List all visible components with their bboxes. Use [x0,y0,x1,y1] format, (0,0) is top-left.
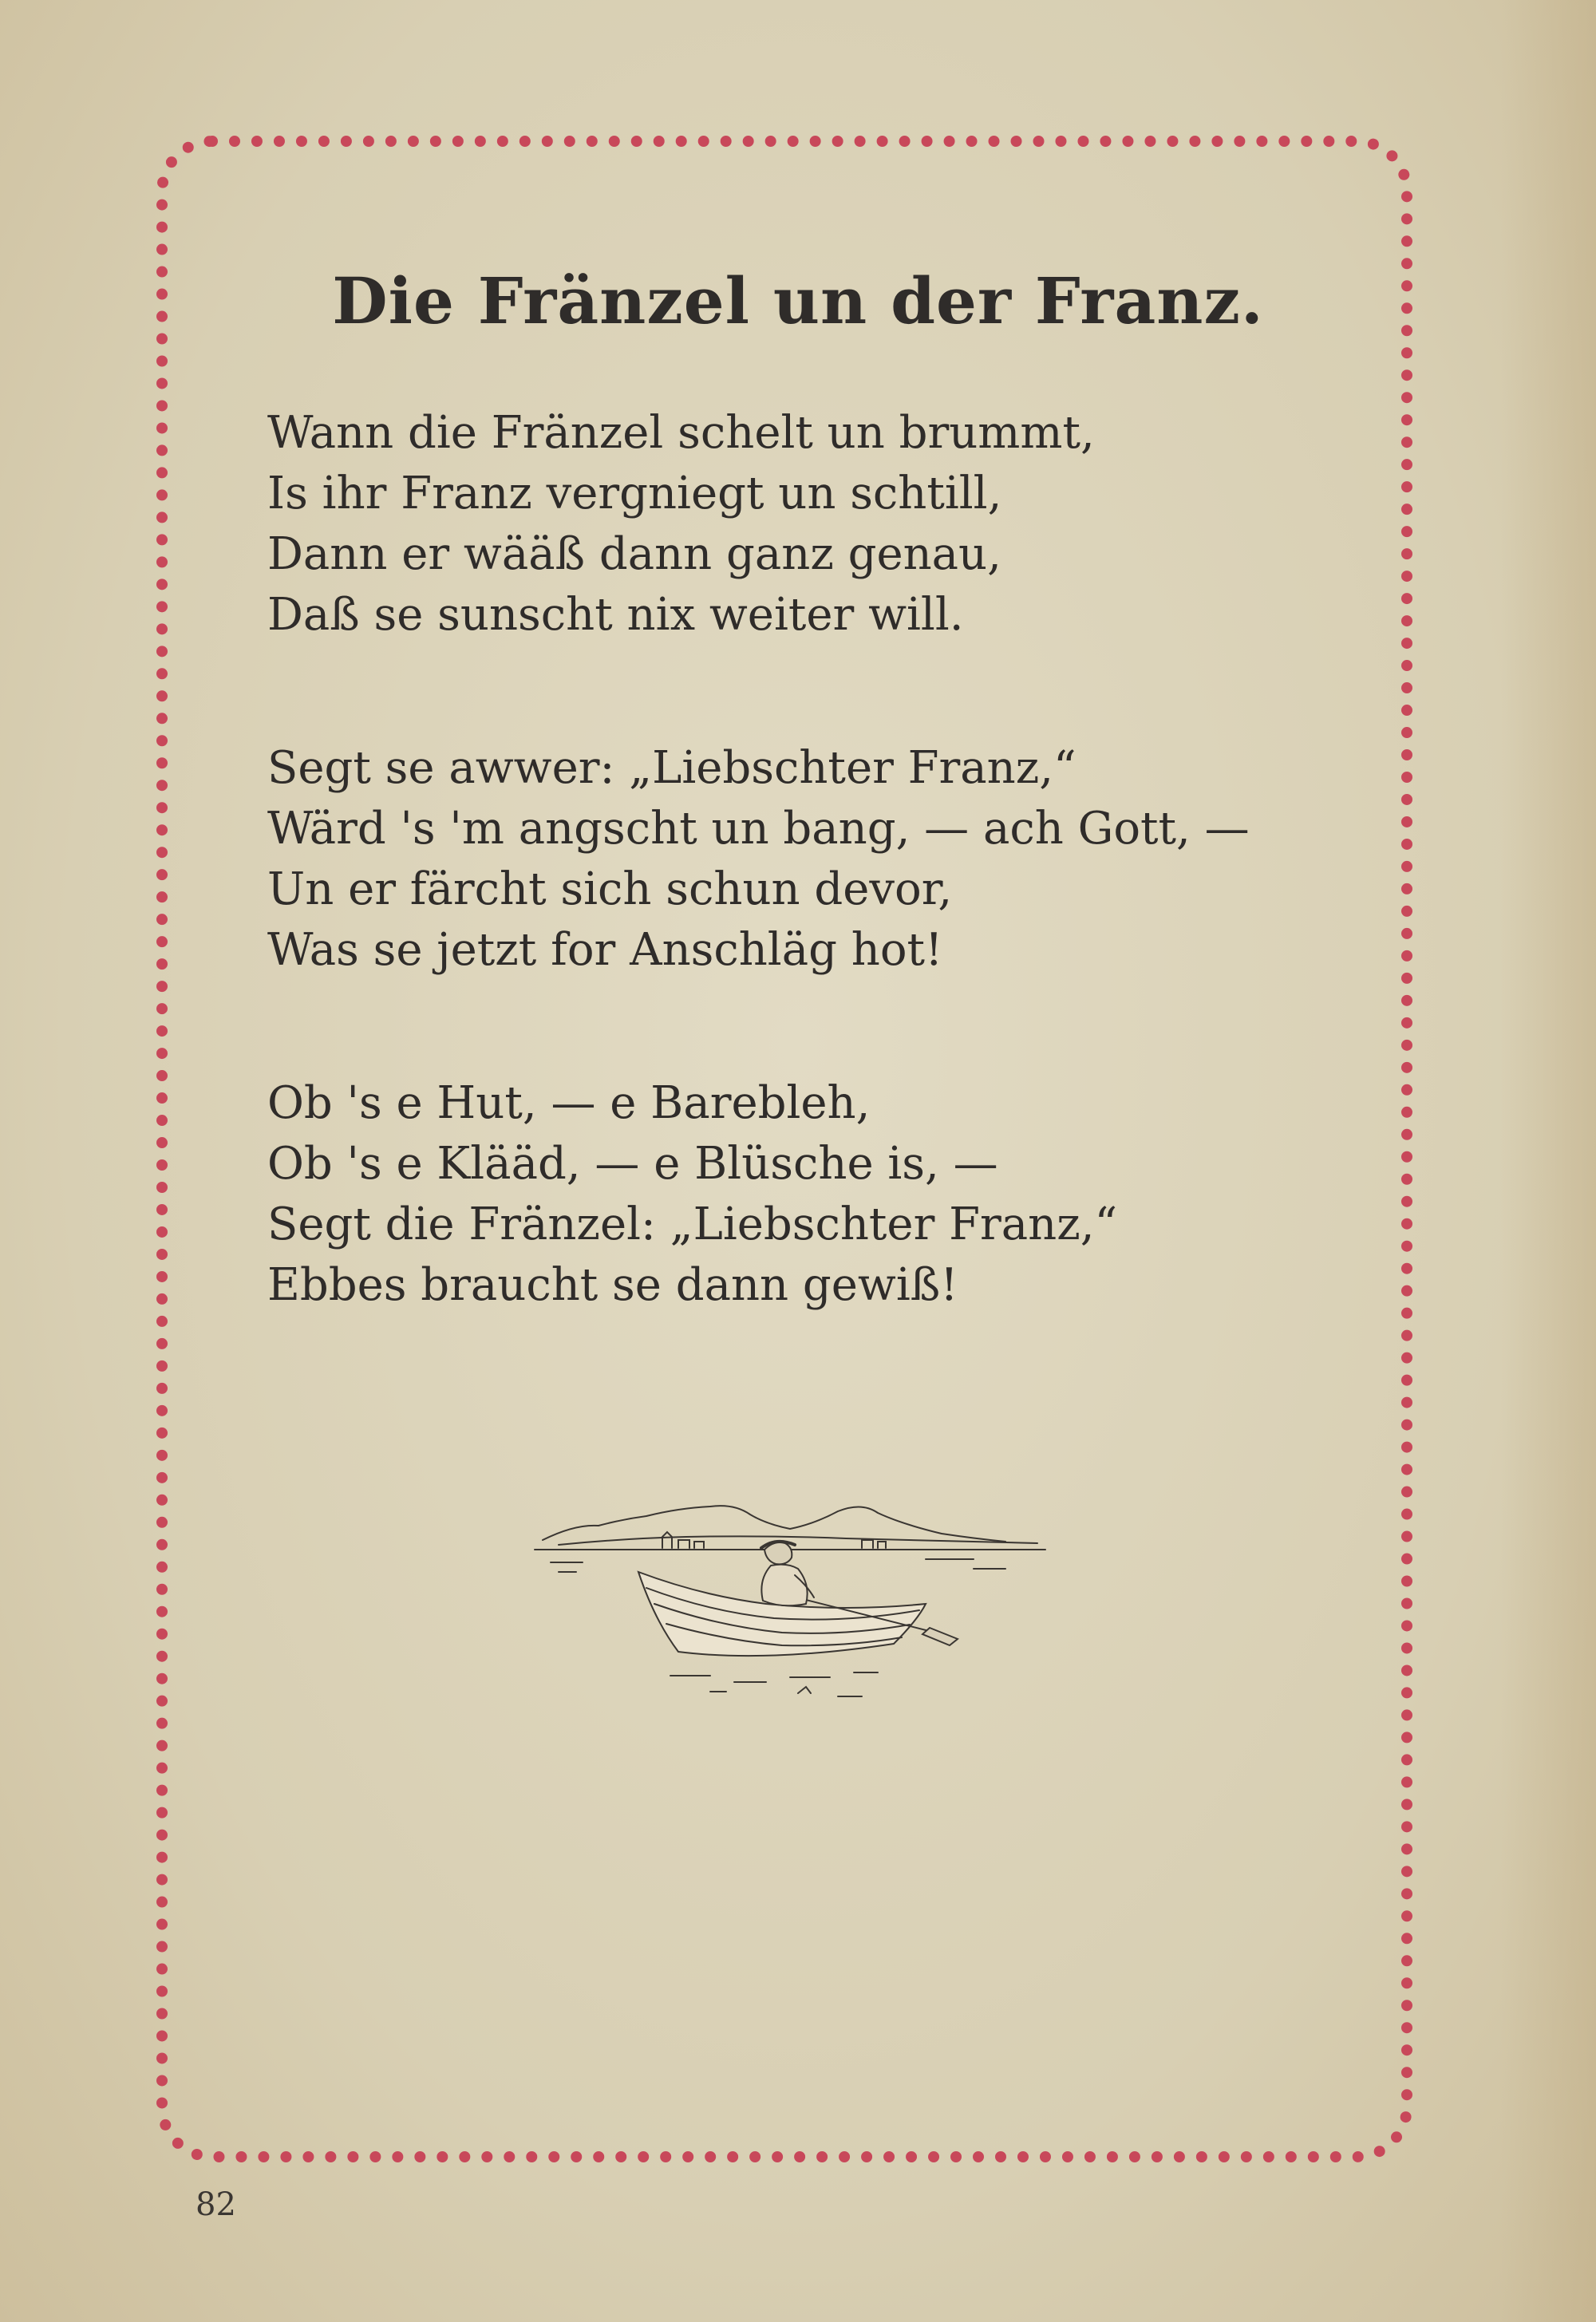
stanza-3 [267,1073,1385,1316]
poem-line: Wann die Fränzel schelt un brummt, [267,407,1095,459]
poem-title: Die Fränzel un der Franz. [332,263,1264,338]
poem-line: Dann er wääß dann ganz genau, [267,528,1001,580]
poem-line: Un er färcht sich schun devor, [267,863,953,915]
rowboat-lake-illustration [527,1492,1053,1740]
poem-line: Ob 's e Klääd, — e Blüsche is, — [267,1138,998,1190]
poem-line: Segt die Fränzel: „Liebschter Franz,“ [267,1199,1118,1250]
stanza-1 [267,403,1385,646]
poem-line: Daß se sunscht nix weiter will. [267,589,964,641]
page-edge-shadow [1500,0,1596,2322]
poem-body [267,403,1385,1408]
poem-line: Was se jetzt for Anschläg hot! [267,924,943,976]
stanza-2 [267,738,1385,981]
page-number: 82 [196,2186,236,2223]
poem-line: Segt se awwer: „Liebschter Franz,“ [267,742,1077,794]
poem-line: Is ihr Franz vergniegt un schtill, [267,468,1002,519]
poem-line: Wärd 's 'm angscht un bang, — ach Gott, — [267,803,1250,855]
poem-line: Ebbes braucht se dann gewiß! [267,1259,958,1311]
poem-line: Ob 's e Hut, — e Barebleh, [267,1077,871,1129]
